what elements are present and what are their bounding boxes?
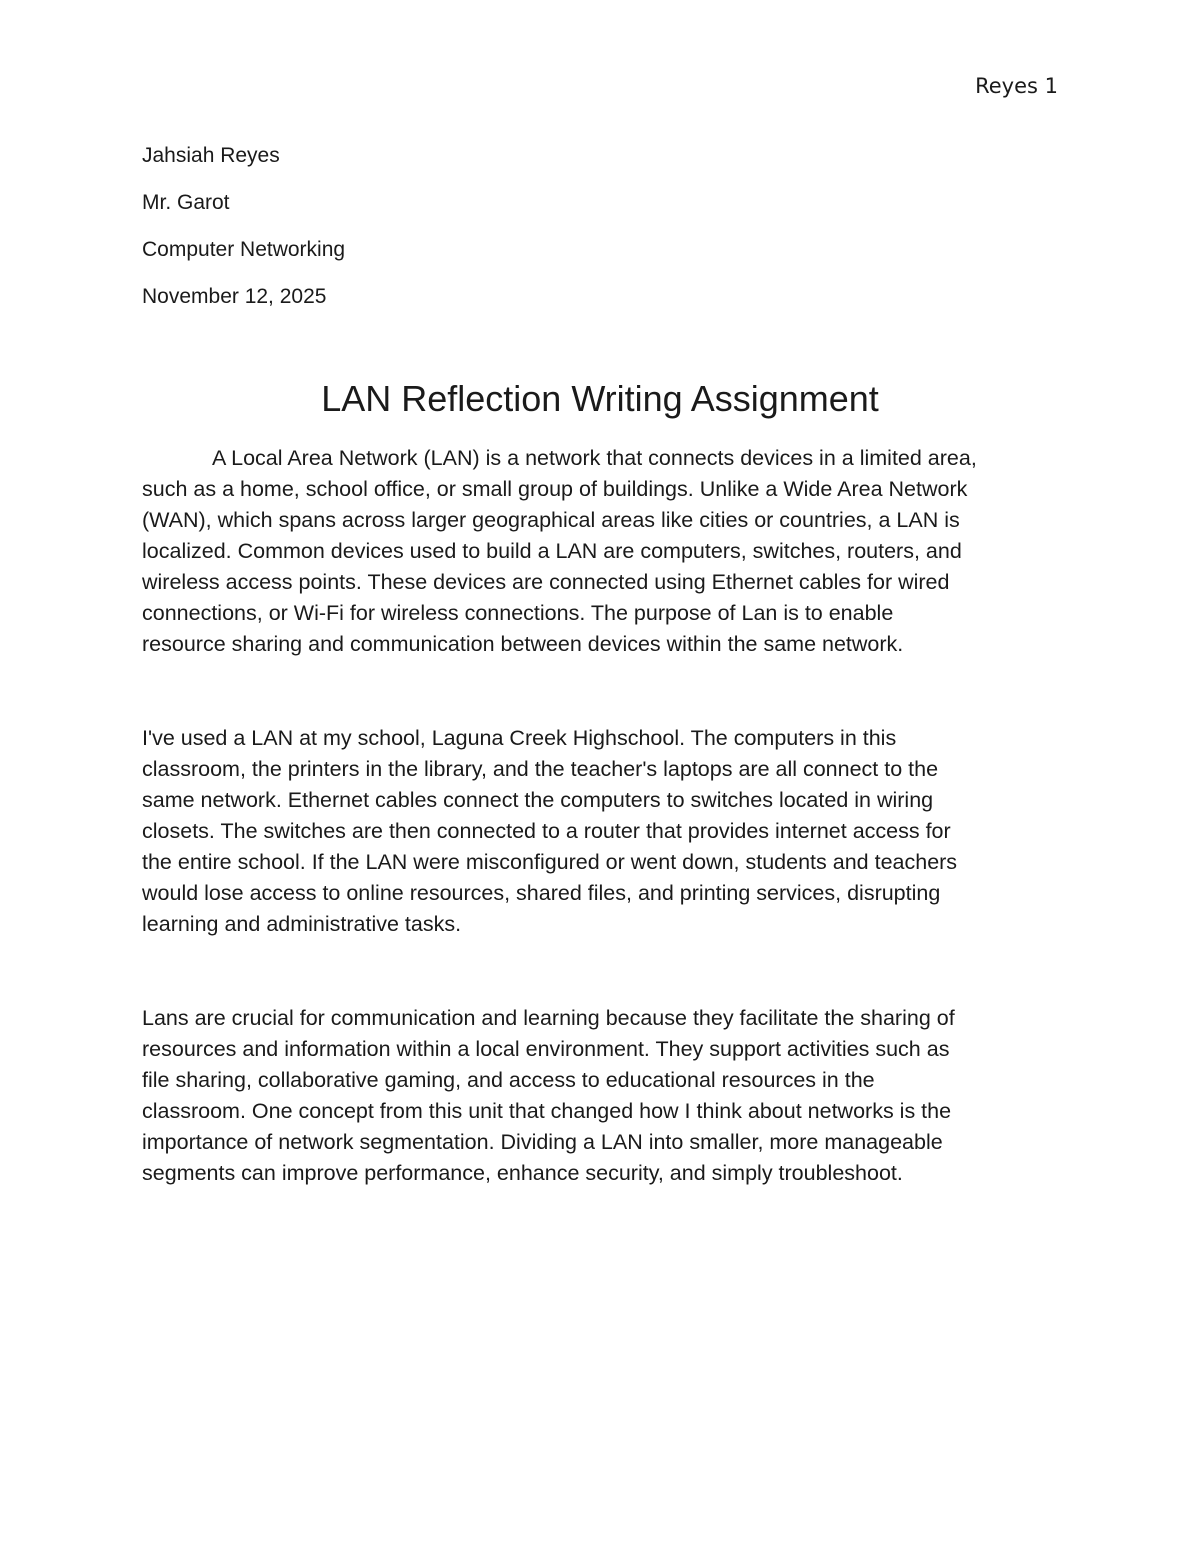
paragraph-1 <box>142 443 1072 660</box>
paragraph-line: Lans are crucial for communication and learning because they facilitate the sharing of <box>142 1006 955 1030</box>
paragraph-line: I've used a LAN at my school, Laguna Creek Highschool. The computers in this <box>142 726 897 750</box>
paragraph-3 <box>142 1003 1072 1189</box>
paragraph-line: connections, or Wi-Fi for wireless connections. The purpose of Lan is to enable <box>142 601 894 625</box>
page-header-label: Reyes 1 <box>975 74 1058 98</box>
paragraph-line: learning and administrative tasks. <box>142 912 462 936</box>
paragraph-line: the entire school. If the LAN were misconfigured or went down, students and teachers <box>142 850 958 874</box>
paragraph-line: localized. Common devices used to build a LAN are computers, switches, routers, and <box>142 539 962 563</box>
paragraph-line: (WAN), which spans across larger geographical areas like cities or countries, a LAN is <box>142 508 960 532</box>
paragraph-line: wireless access points. These devices are connected using Ethernet cables for wired <box>142 570 950 594</box>
paragraph-line: would lose access to online resources, shared files, and printing services, disrupting <box>142 881 941 905</box>
paragraph-2 <box>142 723 1072 940</box>
paragraph-line: same network. Ethernet cables connect the computers to switches located in wiring <box>142 788 934 812</box>
paragraph-line: importance of network segmentation. Dividing a LAN into smaller, more manageable <box>142 1130 943 1154</box>
paragraph-line: classroom, the printers in the library, and the teacher's laptops are all connect to the <box>142 757 939 781</box>
paragraph-line: such as a home, school office, or small group of buildings. Unlike a Wide Area Network <box>142 477 968 501</box>
teacher-name: Mr. Garot <box>142 191 230 214</box>
document-title: LAN Reflection Writing Assignment <box>321 378 879 419</box>
student-name: Jahsiah Reyes <box>142 144 280 167</box>
paragraph-line: closets. The switches are then connected to a router that provides internet access for <box>142 819 951 843</box>
course-name: Computer Networking <box>142 238 346 261</box>
paragraph-line: resource sharing and communication between devices within the same network. <box>142 632 904 656</box>
paragraph-line: A Local Area Network (LAN) is a network that connects devices in a limited area, <box>212 446 977 470</box>
paragraph-line: file sharing, collaborative gaming, and access to educational resources in the <box>142 1068 875 1092</box>
paragraph-line: classroom. One concept from this unit that changed how I think about networks is the <box>142 1099 952 1123</box>
paragraph-line: segments can improve performance, enhance security, and simply troubleshoot. <box>142 1161 903 1185</box>
paragraph-line: resources and information within a local environment. They support activities such as <box>142 1037 950 1061</box>
assignment-date: November 12, 2025 <box>142 285 327 308</box>
mla-heading <box>142 141 345 329</box>
